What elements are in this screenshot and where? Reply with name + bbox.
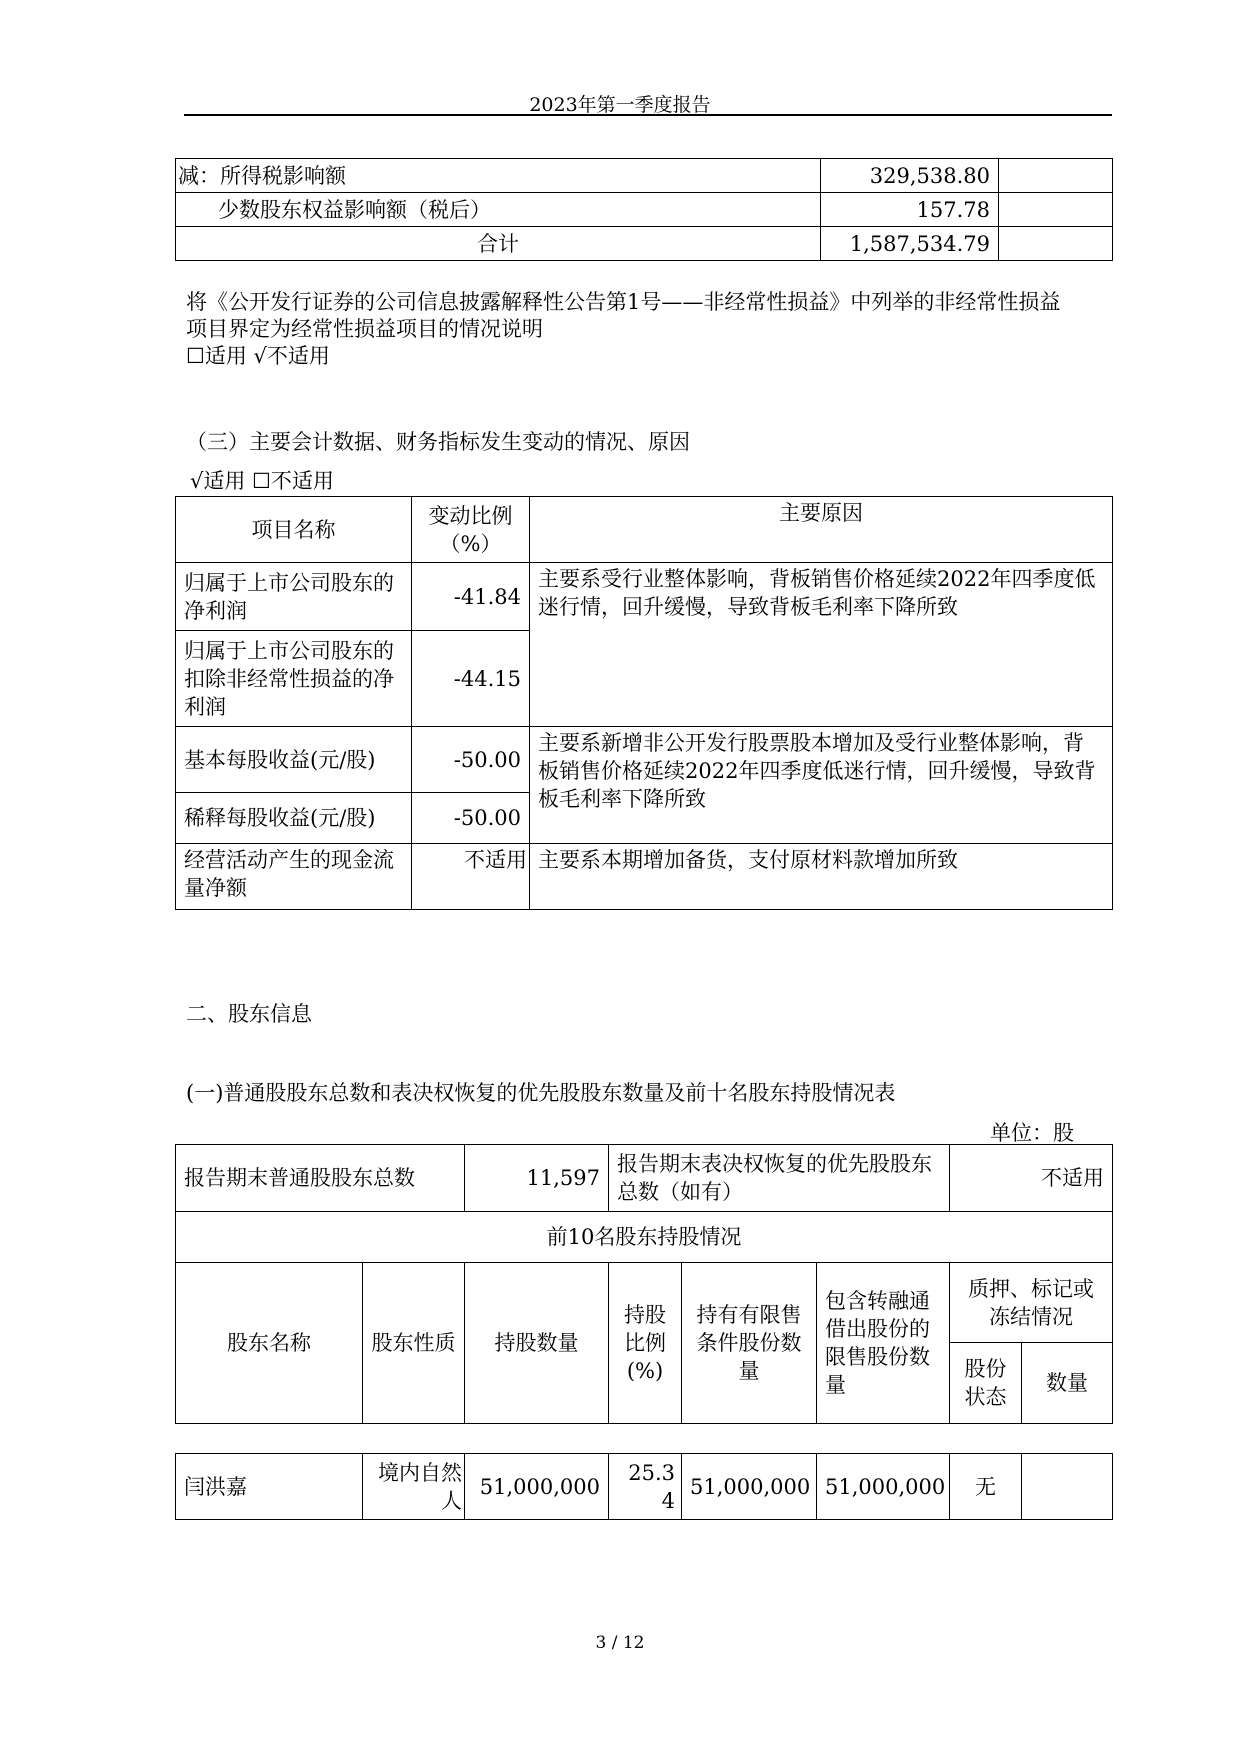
nonrecurring-table [175,158,1113,261]
shareholders-heading: 二、股东信息 [186,1002,312,1026]
row-label: 少数股东权益影响额（税后） [176,193,821,227]
explanation-applicable: ☐适用 √不适用 [186,344,330,368]
header-rule [184,114,1112,116]
holder-shares: 51,000,000 [465,1454,609,1520]
col-lent: 包含转融通借出股份的限售股份数量 [817,1263,950,1424]
page-number: 3 / 12 [595,1633,645,1653]
holder-status: 无 [950,1454,1022,1520]
item-name: 归属于上市公司股东的净利润 [176,563,412,631]
holder-nature: 境内自然人 [363,1454,465,1520]
item-name: 经营活动产生的现金流量净额 [176,844,412,910]
page-header-title: 2023年第一季度报告 [529,94,711,116]
shareholders-subheading: (一)普通股股东总数和表决权恢复的优先股股东数量及前十名股东持股情况表 [186,1081,896,1105]
item-ratio: -44.15 [412,631,530,727]
item-name: 基本每股收益(元/股) [176,727,412,793]
col-status: 股份状态 [950,1343,1022,1424]
item-ratio: -41.84 [412,563,530,631]
changes-table [175,496,1113,910]
item-ratio: 不适用 [412,844,530,910]
table-row [176,1454,1113,1520]
shareholders-table [175,1144,1113,1424]
row-note [999,193,1113,227]
section3-applicable: √适用 ☐不适用 [190,469,334,493]
col-name: 股东名称 [176,1263,363,1424]
row-value: 157.78 [821,193,999,227]
explanation-line-2: 项目界定为经常性损益项目的情况说明 [186,317,543,341]
top10-title: 前10名股东持股情况 [176,1212,1113,1263]
total-holders-value: 11,597 [465,1145,609,1212]
reason-text: 主要系新增非公开发行股票股本增加及受行业整体影响，背板销售价格延续2022年四季度低迷行情，回升缓慢，导致背板毛利率下降所致 [530,727,1113,844]
header-ratio: 变动比例（%） [412,497,530,563]
holder-name: 闫洪嘉 [176,1454,363,1520]
item-ratio: -50.00 [412,793,530,844]
item-ratio: -50.00 [412,727,530,793]
row-value: 1,587,534.79 [821,227,999,261]
holder-ratio: 25.34 [609,1454,682,1520]
holder-qty [1022,1454,1113,1520]
total-holders-label: 报告期末普通股股东总数 [176,1145,465,1212]
col-qty: 数量 [1022,1343,1113,1424]
unit-label: 单位：股 [990,1121,1074,1145]
row-label: 减：所得税影响额 [176,159,821,193]
pref-holders-value: 不适用 [950,1145,1113,1212]
row-label: 合计 [176,227,821,261]
row-note [999,159,1113,193]
item-name: 稀释每股收益(元/股) [176,793,412,844]
shareholder-rows-table [175,1453,1113,1520]
row-note [999,227,1113,261]
reason-text: 主要系本期增加备货，支付原材料款增加所致 [530,844,1113,910]
holder-restricted: 51,000,000 [682,1454,817,1520]
col-ratio: 持股比例(%) [609,1263,682,1424]
explanation-line-1: 将《公开发行证券的公司信息披露解释性公告第1号——非经常性损益》中列举的非经常性损益 [186,290,1061,314]
col-pledge: 质押、标记或冻结情况 [950,1263,1113,1343]
col-restricted: 持有有限售条件股份数量 [682,1263,817,1424]
pref-holders-label: 报告期末表决权恢复的优先股股东总数（如有） [609,1145,950,1212]
header-item: 项目名称 [176,497,412,563]
row-value: 329,538.80 [821,159,999,193]
col-shares: 持股数量 [465,1263,609,1424]
col-nature: 股东性质 [363,1263,465,1424]
section3-heading: （三）主要会计数据、财务指标发生变动的情况、原因 [186,430,690,454]
header-reason: 主要原因 [530,497,1113,563]
item-name: 归属于上市公司股东的扣除非经常性损益的净利润 [176,631,412,727]
holder-lent: 51,000,000 [817,1454,950,1520]
reason-text: 主要系受行业整体影响，背板销售价格延续2022年四季度低迷行情，回升缓慢，导致背板毛利率下降所致 [530,563,1113,727]
